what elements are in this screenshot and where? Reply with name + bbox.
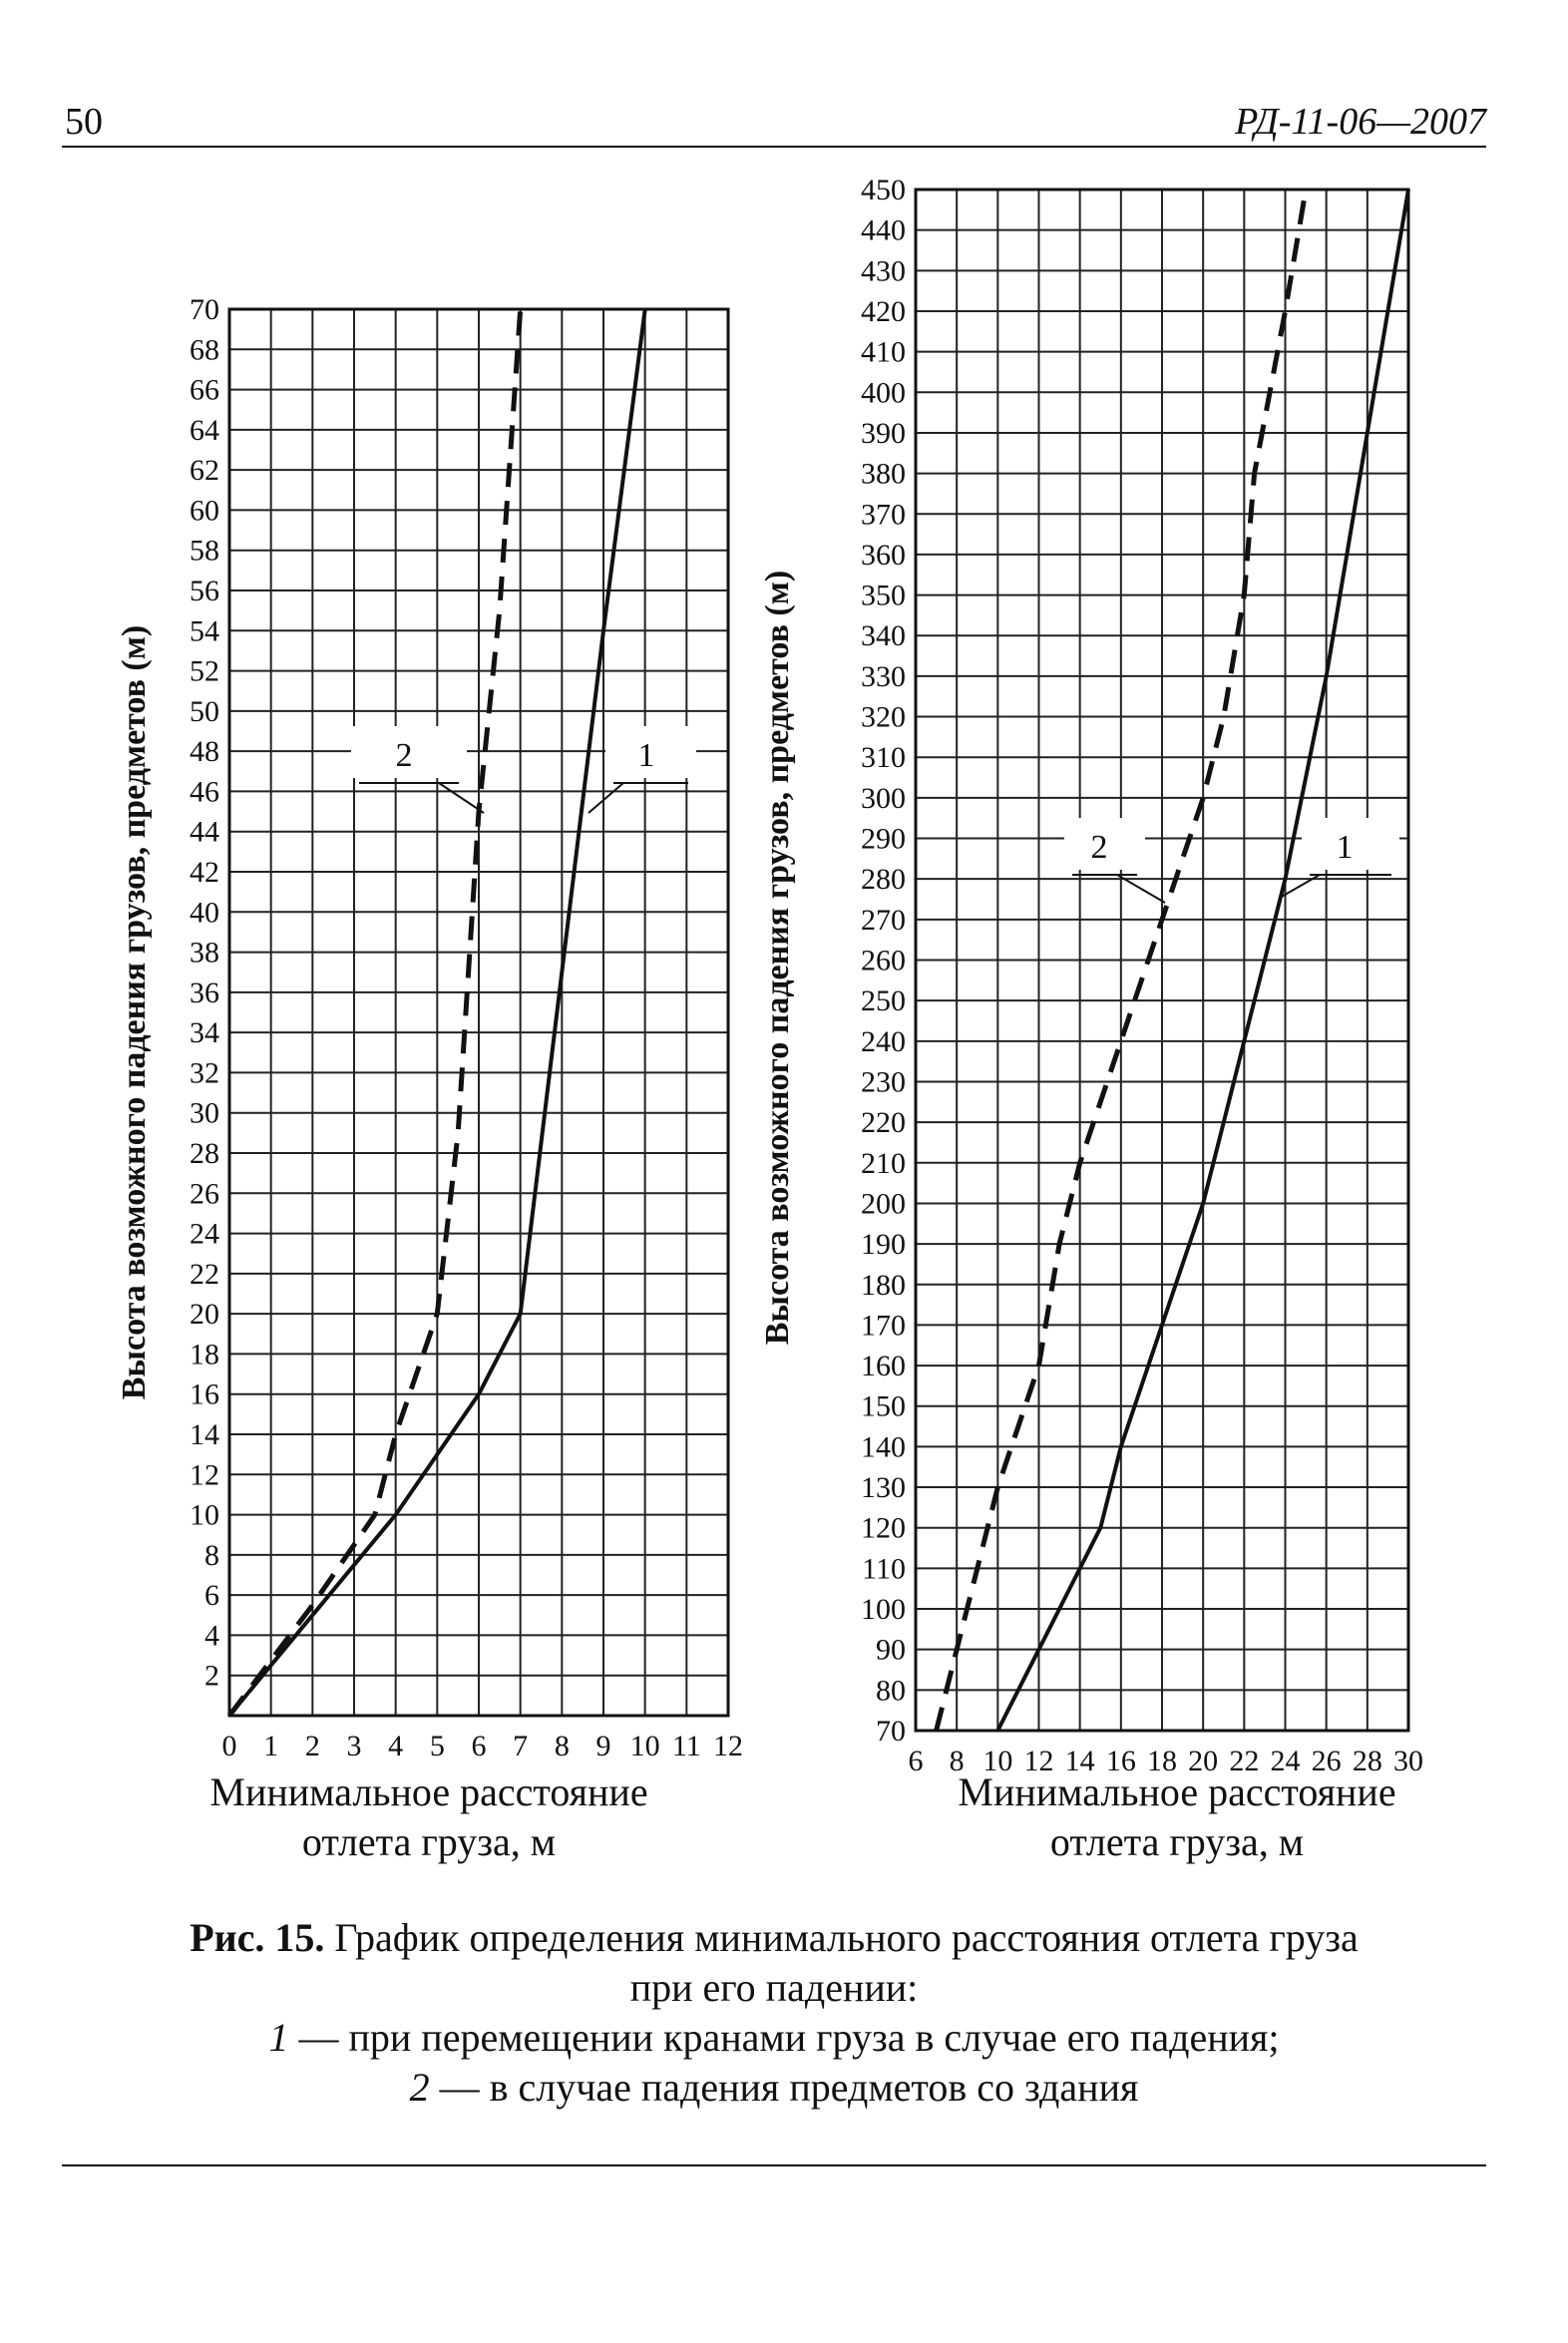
y-tick-label: 58 (190, 534, 219, 568)
x-tick-label: 12 (1023, 1745, 1054, 1777)
y-tick-label: 52 (190, 654, 219, 688)
annotation-label: 1 (1336, 829, 1354, 866)
y-tick-label: 54 (190, 614, 219, 648)
y-tick-label: 24 (190, 1217, 219, 1251)
page-number: 50 (65, 101, 103, 143)
y-tick-label: 70 (876, 1715, 906, 1748)
x-tick-label: 20 (1188, 1745, 1219, 1777)
x-tick-label: 7 (513, 1730, 529, 1762)
y-axis-label: Высота возможного падения грузов, предметов (м) (116, 624, 153, 1400)
x-tick-label: 2 (304, 1730, 320, 1762)
y-tick-label: 380 (861, 457, 906, 491)
y-tick-label: 66 (190, 373, 219, 407)
y-tick-label: 26 (190, 1177, 219, 1211)
y-tick-label: 320 (861, 700, 906, 734)
x-tick-label: 4 (388, 1730, 404, 1762)
y-tick-label: 280 (861, 863, 906, 897)
y-tick-label: 270 (861, 903, 906, 937)
y-tick-label: 44 (190, 815, 219, 849)
caption-line-1 (62, 1913, 1486, 1963)
x-tick-label: 28 (1352, 1745, 1382, 1777)
y-tick-label: 22 (190, 1257, 219, 1291)
x-tick-label: 11 (671, 1730, 701, 1762)
x-tick-label: 16 (1105, 1745, 1136, 1777)
x-tick-label: 10 (629, 1730, 660, 1762)
y-tick-label: 18 (190, 1338, 219, 1371)
y-tick-label: 350 (861, 579, 906, 612)
y-tick-label: 62 (190, 454, 219, 488)
y-tick-label: 440 (861, 213, 906, 247)
y-tick-label: 200 (861, 1187, 906, 1221)
x-tick-label: 3 (346, 1730, 362, 1762)
y-tick-label: 32 (190, 1056, 219, 1090)
y-tick-label: 12 (190, 1458, 219, 1492)
y-tick-label: 170 (861, 1309, 906, 1343)
y-tick-label: 390 (861, 416, 906, 450)
x-tick-label: 0 (221, 1730, 237, 1762)
y-tick-label: 8 (204, 1538, 219, 1572)
x-tick-label: 10 (982, 1745, 1013, 1777)
x-tick-label: 6 (471, 1730, 487, 1762)
x-axis-label-line-2: отлета груза, м (1049, 1819, 1305, 1864)
y-tick-label: 410 (861, 335, 906, 369)
y-tick-label: 180 (861, 1268, 906, 1302)
y-tick-label: 340 (861, 619, 906, 653)
y-tick-label: 60 (190, 494, 219, 528)
y-tick-label: 40 (190, 896, 219, 930)
x-tick-label: 5 (429, 1730, 445, 1762)
y-tick-label: 4 (204, 1619, 219, 1653)
y-tick-label: 240 (861, 1024, 906, 1058)
y-tick-label: 68 (190, 333, 219, 367)
y-tick-label: 430 (861, 254, 906, 288)
y-tick-label: 38 (190, 936, 219, 970)
x-tick-label: 8 (554, 1730, 570, 1762)
y-tick-label: 310 (861, 741, 906, 775)
y-tick-label: 290 (861, 822, 906, 856)
y-tick-label: 90 (876, 1633, 906, 1667)
x-tick-label: 18 (1147, 1745, 1177, 1777)
y-tick-label: 16 (190, 1377, 219, 1411)
y-tick-label: 130 (861, 1471, 906, 1505)
x-tick-label: 14 (1064, 1745, 1095, 1777)
y-tick-label: 250 (861, 984, 906, 1018)
document-code: РД-11-06—2007 (1235, 101, 1486, 143)
y-tick-label: 28 (190, 1137, 219, 1170)
y-tick-label: 80 (876, 1674, 906, 1708)
y-axis-label: Высота возможного падения грузов, предметов (м) (759, 570, 796, 1346)
y-tick-label: 220 (861, 1106, 906, 1140)
y-tick-label: 42 (190, 856, 219, 889)
x-axis-label-line-1: Минимальное расстояние (958, 1769, 1396, 1814)
y-tick-label: 50 (190, 694, 219, 728)
y-tick-label: 210 (861, 1146, 906, 1180)
y-tick-label: 230 (861, 1065, 906, 1099)
y-tick-label: 160 (861, 1350, 906, 1383)
caption-item-1-text: — при перемещении кранами груза в случае его падения; (298, 2015, 1280, 2060)
annotation-label: 2 (1090, 829, 1108, 866)
caption-item-1-number: 1 (268, 2015, 289, 2060)
x-tick-label: 6 (908, 1745, 924, 1777)
y-tick-label: 30 (190, 1096, 219, 1130)
y-tick-label: 360 (861, 538, 906, 572)
y-tick-label: 370 (861, 498, 906, 532)
x-tick-label: 8 (949, 1745, 965, 1777)
y-tick-label: 330 (861, 659, 906, 693)
chart-1 (116, 293, 743, 1864)
y-tick-label: 36 (190, 976, 219, 1009)
y-tick-label: 190 (861, 1228, 906, 1262)
y-tick-label: 20 (190, 1298, 219, 1332)
y-tick-label: 6 (204, 1579, 219, 1613)
y-tick-label: 150 (861, 1389, 906, 1423)
x-tick-label: 12 (713, 1730, 743, 1762)
caption-line-2: при его падении: (629, 1965, 919, 2010)
y-tick-label: 64 (190, 413, 219, 447)
y-tick-label: 100 (861, 1593, 906, 1627)
y-tick-label: 260 (861, 944, 906, 977)
footer-rule (62, 2164, 1486, 2166)
y-tick-label: 10 (190, 1498, 219, 1532)
caption-item-2-text: — в случае падения предметов со здания (439, 2065, 1139, 2110)
annotation-leader-line (439, 783, 484, 813)
x-axis-label-line-1: Минимальное расстояние (209, 1769, 648, 1814)
caption-item-1 (62, 2013, 1486, 2063)
y-tick-label: 120 (861, 1511, 906, 1545)
x-tick-label: 26 (1311, 1745, 1342, 1777)
x-tick-label: 9 (595, 1730, 611, 1762)
annotation-leader-line (588, 783, 623, 813)
x-tick-label: 24 (1270, 1745, 1301, 1777)
chart-2 (759, 174, 1423, 1864)
y-tick-label: 34 (190, 1016, 219, 1050)
caption-title-1: График определения минимального расстояния отлета груза (334, 1915, 1359, 1960)
figure-label: Рис. 15. (190, 1915, 325, 1960)
x-axis-label-line-2: отлета груза, м (301, 1819, 557, 1864)
x-tick-label: 1 (263, 1730, 279, 1762)
figure-caption (62, 1913, 1486, 2113)
caption-item-2 (62, 2063, 1486, 2113)
caption-item-2-number: 2 (409, 2065, 430, 2110)
y-tick-label: 110 (862, 1552, 906, 1586)
annotation-label: 2 (395, 737, 413, 774)
y-tick-label: 140 (861, 1430, 906, 1464)
y-tick-label: 2 (204, 1659, 219, 1693)
y-tick-label: 400 (861, 376, 906, 410)
x-tick-label: 30 (1393, 1745, 1423, 1777)
y-tick-label: 420 (861, 294, 906, 328)
y-tick-label: 14 (190, 1418, 219, 1451)
series-line-2 (229, 309, 521, 1716)
y-tick-label: 56 (190, 575, 219, 607)
annotation-label: 1 (637, 737, 655, 774)
y-tick-label: 46 (190, 775, 219, 809)
y-tick-label: 70 (190, 293, 219, 326)
y-tick-label: 450 (861, 174, 906, 206)
y-tick-label: 48 (190, 735, 219, 769)
y-tick-label: 300 (861, 781, 906, 815)
x-tick-label: 22 (1229, 1745, 1260, 1777)
